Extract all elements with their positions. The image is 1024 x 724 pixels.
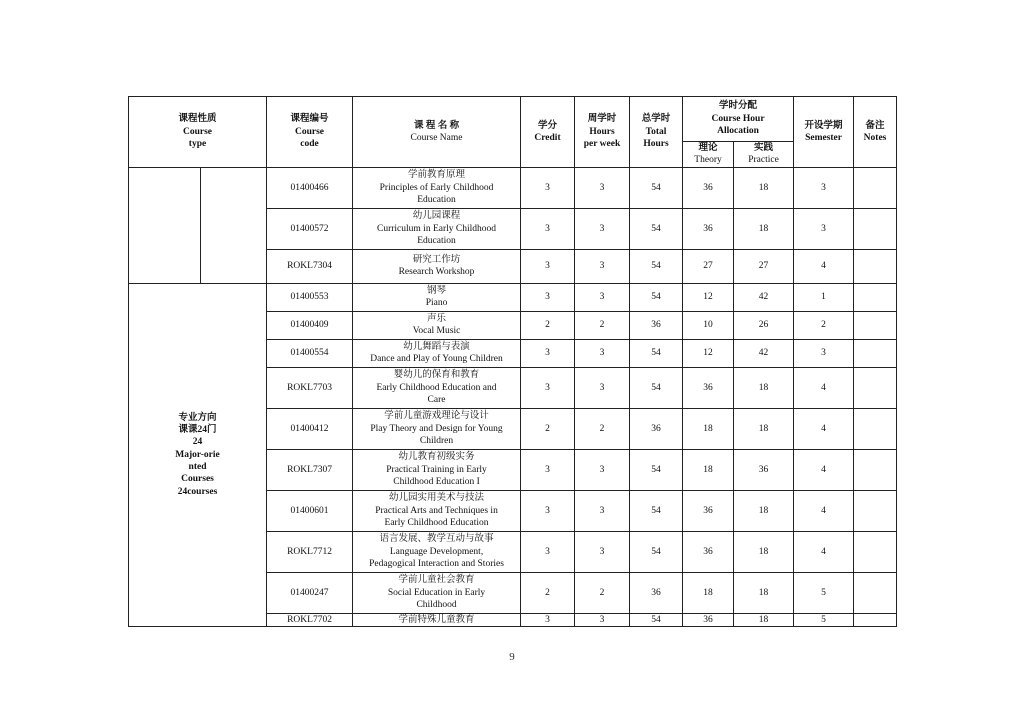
semester: 3 — [794, 167, 854, 208]
total-hours: 36 — [630, 408, 683, 449]
total-hours: 54 — [630, 249, 683, 283]
course-name-line: Language Development, — [389, 546, 484, 557]
hours-per-week: 3 — [575, 249, 630, 283]
course-name — [353, 167, 521, 208]
course-name — [353, 208, 521, 249]
hours-per-week: 3 — [575, 208, 630, 249]
hours-per-week: 2 — [575, 311, 630, 339]
header-course-name: 课 程 名 称 Course Name — [353, 97, 521, 168]
course-type-cell — [129, 167, 201, 283]
credit: 3 — [521, 283, 575, 311]
notes — [854, 208, 897, 249]
header-course-type: 课程性质 Course type — [129, 97, 267, 168]
credit: 3 — [521, 339, 575, 367]
practice-hours: 18 — [734, 167, 794, 208]
course-code: 01400412 — [267, 408, 353, 449]
credit: 3 — [521, 208, 575, 249]
practice-hours: 27 — [734, 249, 794, 283]
major-oriented-group-label-line: 24 — [192, 437, 203, 448]
total-hours: 36 — [630, 572, 683, 613]
course-name-line: Care — [427, 394, 446, 405]
notes — [854, 531, 897, 572]
theory-hours: 12 — [683, 283, 734, 311]
course-code: ROKL7307 — [267, 449, 353, 490]
course-name-line: Play Theory and Design for Young — [370, 423, 503, 434]
hours-per-week: 3 — [575, 490, 630, 531]
credit: 2 — [521, 408, 575, 449]
semester: 4 — [794, 490, 854, 531]
course-name-line: Education — [417, 194, 456, 205]
course-name-line: 学前特殊儿童教育 — [398, 614, 475, 625]
semester: 3 — [794, 208, 854, 249]
practice-hours: 42 — [734, 283, 794, 311]
course-name — [353, 249, 521, 283]
major-oriented-group-label — [129, 283, 267, 626]
header-hour-allocation: 学时分配 Course Hour Allocation — [683, 97, 794, 142]
course-name-line: 语言发展、教学互动与故事 — [379, 534, 494, 545]
course-name-line: Research Workshop — [398, 267, 475, 278]
course-name-line: Childhood — [416, 599, 457, 610]
course-table — [128, 96, 897, 627]
credit: 3 — [521, 249, 575, 283]
hours-per-week: 2 — [575, 408, 630, 449]
semester: 2 — [794, 311, 854, 339]
semester: 4 — [794, 449, 854, 490]
header-notes: 备注 Notes — [854, 97, 897, 168]
course-name-line: Practical Training in Early — [386, 464, 487, 475]
credit: 3 — [521, 449, 575, 490]
hours-per-week: 3 — [575, 167, 630, 208]
major-oriented-group-label-line: Courses — [181, 474, 214, 485]
header-hours-per-week: 周学时 Hours per week — [575, 97, 630, 168]
course-name-line: 幼儿教育初级实务 — [398, 452, 475, 463]
course-code: 01400554 — [267, 339, 353, 367]
course-name-line: Social Education in Early — [387, 587, 486, 598]
course-code: 01400601 — [267, 490, 353, 531]
practice-hours: 18 — [734, 408, 794, 449]
table-row — [129, 167, 897, 208]
course-name — [353, 449, 521, 490]
total-hours: 54 — [630, 167, 683, 208]
practice-hours: 26 — [734, 311, 794, 339]
practice-hours: 18 — [734, 490, 794, 531]
course-name-line: Early Childhood Education — [384, 517, 489, 528]
course-name-line: 学前儿童游戏理论与设计 — [384, 411, 489, 422]
theory-hours: 36 — [683, 613, 734, 626]
total-hours: 54 — [630, 367, 683, 408]
credit: 3 — [521, 490, 575, 531]
course-name — [353, 367, 521, 408]
credit: 3 — [521, 613, 575, 626]
header-semester: 开设学期 Semester — [794, 97, 854, 168]
course-name — [353, 490, 521, 531]
course-name-line: 幼儿园课程 — [412, 211, 461, 222]
practice-hours: 18 — [734, 367, 794, 408]
hours-per-week: 3 — [575, 367, 630, 408]
course-code: 01400247 — [267, 572, 353, 613]
notes — [854, 339, 897, 367]
notes — [854, 449, 897, 490]
practice-hours: 36 — [734, 449, 794, 490]
course-code: 01400572 — [267, 208, 353, 249]
theory-hours: 36 — [683, 208, 734, 249]
course-name-line: Dance and Play of Young Children — [370, 354, 503, 365]
course-name-line: Childhood Education I — [393, 476, 480, 487]
credit: 3 — [521, 531, 575, 572]
course-code: ROKL7703 — [267, 367, 353, 408]
total-hours: 54 — [630, 339, 683, 367]
notes — [854, 408, 897, 449]
notes — [854, 311, 897, 339]
total-hours: 36 — [630, 311, 683, 339]
notes — [854, 167, 897, 208]
practice-hours: 18 — [734, 531, 794, 572]
credit: 2 — [521, 311, 575, 339]
course-name-line: 学前儿童社会教育 — [398, 575, 475, 586]
course-name-line: 学前教育原理 — [408, 170, 466, 181]
course-code: ROKL7304 — [267, 249, 353, 283]
major-oriented-group-label-line: 课课24门 — [178, 425, 217, 435]
course-table-body — [129, 167, 897, 626]
practice-hours: 18 — [734, 613, 794, 626]
course-name-line: 钢琴 — [427, 285, 447, 296]
course-name-line: Principles of Early Childhood — [379, 182, 494, 193]
semester: 1 — [794, 283, 854, 311]
notes — [854, 613, 897, 626]
course-name-line: 声乐 — [427, 313, 447, 324]
notes — [854, 367, 897, 408]
total-hours: 54 — [630, 449, 683, 490]
semester: 4 — [794, 367, 854, 408]
notes — [854, 283, 897, 311]
semester: 5 — [794, 613, 854, 626]
practice-hours: 42 — [734, 339, 794, 367]
course-name-line: Piano — [425, 298, 448, 309]
theory-hours: 27 — [683, 249, 734, 283]
course-name-line: Early Childhood Education and — [376, 382, 497, 393]
theory-hours: 36 — [683, 367, 734, 408]
header-row — [129, 97, 897, 142]
total-hours: 54 — [630, 531, 683, 572]
major-oriented-group-label-line: nted — [188, 462, 207, 473]
course-name — [353, 613, 521, 626]
course-name-line: 研究工作坊 — [412, 254, 461, 265]
credit: 3 — [521, 167, 575, 208]
semester: 4 — [794, 249, 854, 283]
hours-per-week: 3 — [575, 283, 630, 311]
course-name — [353, 531, 521, 572]
course-name — [353, 408, 521, 449]
notes — [854, 249, 897, 283]
theory-hours: 12 — [683, 339, 734, 367]
course-name-line: Practical Arts and Techniques in — [375, 505, 498, 516]
course-name-line: 幼儿园实用美术与技法 — [389, 493, 485, 504]
course-code: 01400553 — [267, 283, 353, 311]
notes — [854, 490, 897, 531]
credit: 3 — [521, 367, 575, 408]
notes — [854, 572, 897, 613]
total-hours: 54 — [630, 613, 683, 626]
course-name-line: Pedagogical Interaction and Stories — [369, 558, 504, 569]
course-name-line: Curriculum in Early Childhood — [377, 223, 497, 234]
course-code: ROKL7712 — [267, 531, 353, 572]
hours-per-week: 3 — [575, 531, 630, 572]
total-hours: 54 — [630, 283, 683, 311]
hours-per-week: 3 — [575, 449, 630, 490]
major-oriented-group-label-line: 专业方向 — [178, 412, 217, 423]
header-credit: 学分 Credit — [521, 97, 575, 168]
theory-hours: 36 — [683, 167, 734, 208]
major-oriented-group-label-line: Major-orie — [175, 449, 220, 460]
course-code: 01400466 — [267, 167, 353, 208]
course-name-line: Vocal Music — [412, 326, 461, 337]
course-name — [353, 572, 521, 613]
practice-hours: 18 — [734, 572, 794, 613]
course-name — [353, 339, 521, 367]
course-name — [353, 283, 521, 311]
theory-hours: 10 — [683, 311, 734, 339]
header-total-hours: 总学时 Total Hours — [630, 97, 683, 168]
course-code: 01400409 — [267, 311, 353, 339]
hours-per-week: 3 — [575, 339, 630, 367]
course-name — [353, 311, 521, 339]
header-theory: 理论 Theory — [683, 142, 734, 168]
semester: 4 — [794, 531, 854, 572]
hours-per-week: 3 — [575, 613, 630, 626]
semester: 3 — [794, 339, 854, 367]
course-code: ROKL7702 — [267, 613, 353, 626]
hours-per-week: 2 — [575, 572, 630, 613]
major-oriented-group-label-line: 24courses — [177, 486, 218, 497]
header-course-code: 课程编号 Course code — [267, 97, 353, 168]
page-number: 9 — [509, 651, 515, 663]
theory-hours: 36 — [683, 490, 734, 531]
table-row — [129, 283, 897, 311]
theory-hours: 18 — [683, 449, 734, 490]
course-name-line: 幼儿舞蹈与表演 — [403, 341, 470, 352]
theory-hours: 18 — [683, 408, 734, 449]
practice-hours: 18 — [734, 208, 794, 249]
credit: 2 — [521, 572, 575, 613]
theory-hours: 18 — [683, 572, 734, 613]
header-practice: 实践 Practice — [734, 142, 794, 168]
theory-hours: 36 — [683, 531, 734, 572]
semester: 4 — [794, 408, 854, 449]
total-hours: 54 — [630, 490, 683, 531]
course-subgroup-cell — [201, 167, 267, 283]
total-hours: 54 — [630, 208, 683, 249]
course-name-line: 婴幼儿的保育和教育 — [393, 370, 480, 381]
semester: 5 — [794, 572, 854, 613]
course-name-line: Education — [417, 235, 456, 246]
course-name-line: Children — [419, 435, 454, 446]
